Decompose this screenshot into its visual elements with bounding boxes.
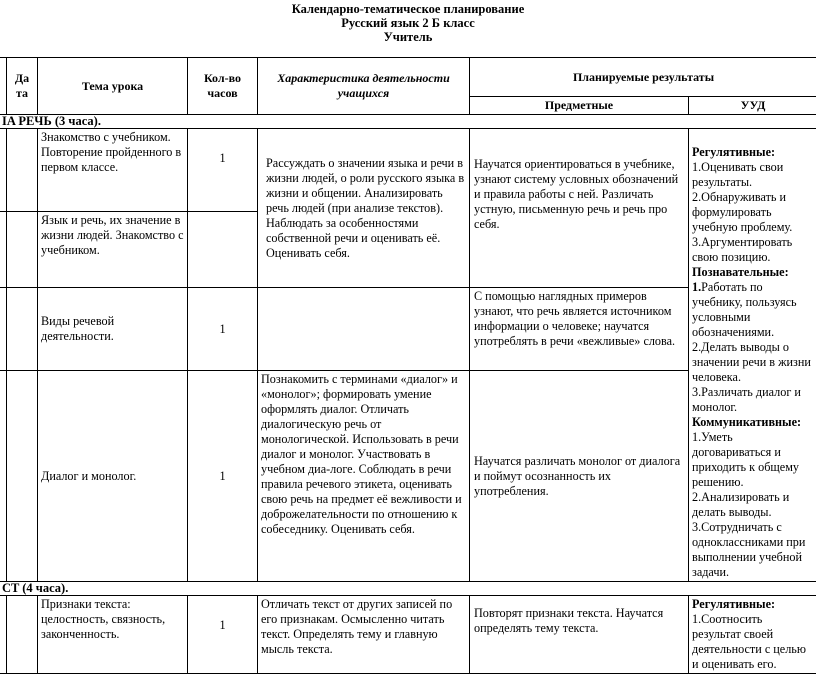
doc-subject: Русский язык 2 Б класс — [0, 16, 816, 31]
header-activity: Характеристика деятельности учащихся — [258, 58, 470, 115]
uud-regulative-heading: Регулятивные: — [692, 597, 814, 612]
uud-item-text: Работать по учебнику, пользуясь условными обозначениями. — [692, 280, 797, 339]
cell-activity: Познакомить с терминами «диалог» и «монолог»; формировать умение оформлять диалог. Отличать диалогическую речь от монологической. Использовать в речи диалог и монолог. Участвовать в учебном диа-логе. Соблюдать в речи правила речевого этикета, оценивать свою речь на предмет её вежливости и доброжелательности по отношению к собеседнику. Оценивать себя. — [258, 371, 470, 582]
header-hours: Кол-во часов — [188, 58, 258, 115]
cell-date — [7, 288, 38, 371]
table-row — [0, 129, 816, 212]
cell-subject-results: Научатся ориентироваться в учебнике, узнают систему условных обозначений и правила работы с ней. Различать устную, письменную речь и речь про себя. — [470, 129, 689, 288]
cell-subject-results: С помощью наглядных примеров узнают, что речь является источником информации о человеке; научатся употреблять в речи «вежливые» слова. — [470, 288, 689, 371]
cell-subject-results: Повторят признаки текста. Научатся определять тему текста. — [470, 596, 689, 674]
planning-table — [0, 57, 816, 674]
cell-activity: Рассуждать о значении языка и речи в жизни людей, о роли русского языка в жизни и общении. Анализировать речь людей (при анализе текстов). Наблюдать за особенностями собственной речи и оценивать её. Оценивать себя. — [258, 129, 470, 288]
uud-item: 3.Сотрудничать с одноклассниками при выполнении учебной задачи. — [692, 520, 814, 580]
uud-item: 1.Уметь договариваться и приходить к общему решению. — [692, 430, 814, 490]
cell-date — [7, 596, 38, 674]
cell-activity — [258, 288, 470, 371]
uud-communicative-heading: Коммуникативные: — [692, 415, 814, 430]
section-row — [0, 115, 816, 129]
uud-item: 2.Делать выводы о значении речи в жизни человека. — [692, 340, 814, 385]
header-date: Да та — [7, 58, 38, 115]
cell-hours — [188, 212, 258, 288]
uud-item: 1.Оценивать свои результаты. — [692, 160, 814, 190]
header-row — [0, 58, 816, 97]
uud-item: 1.Соотносить результат своей деятельности с целью и оценивать его. — [692, 612, 814, 672]
cell-hours: 1 — [188, 288, 258, 371]
table-row — [0, 596, 816, 674]
uud-cognitive-heading: Познавательные: — [692, 265, 814, 280]
section-title: IA РЕЧЬ (3 часа). — [0, 115, 816, 129]
cell-date — [7, 212, 38, 288]
header-topic: Тема урока — [38, 58, 188, 115]
cell-hours: 1 — [188, 371, 258, 582]
cell-date — [7, 129, 38, 212]
cell-uud — [689, 129, 816, 582]
uud-item-number: 1. — [692, 280, 701, 294]
uud-item: 3.Различать диалог и монолог. — [692, 385, 814, 415]
cell-topic: Признаки текста: целостность, связность, законченность. — [38, 596, 188, 674]
uud-item: 2.Обнаруживать и формулировать учебную проблему. — [692, 190, 814, 235]
cell-hours: 1 — [188, 129, 258, 212]
cell-activity: Отличать текст от других записей по его признакам. Осмысленно читать текст. Определять тему и главную мысль текста. — [258, 596, 470, 674]
uud-item: 3.Аргументировать свою позицию. — [692, 235, 814, 265]
section-row — [0, 582, 816, 596]
doc-teacher: Учитель — [0, 30, 816, 45]
section-title: CT (4 часа). — [0, 582, 816, 596]
cell-topic: Виды речевой деятельности. — [38, 288, 188, 371]
uud-item — [692, 280, 814, 340]
cell-hours: 1 — [188, 596, 258, 674]
cell-topic: Язык и речь, их значение в жизни людей. Знакомство с учебником. — [38, 212, 188, 288]
cell-topic: Диалог и монолог. — [38, 371, 188, 582]
cell-uud — [689, 596, 816, 674]
uud-item: 2.Анализировать и делать выводы. — [692, 490, 814, 520]
cell-topic: Знакомство с учебником. Повторение пройденного в первом классе. — [38, 129, 188, 212]
cell-date — [7, 371, 38, 582]
header-uud: УУД — [689, 97, 816, 115]
header-results: Планируемые результаты — [470, 58, 816, 97]
uud-regulative-heading: Регулятивные: — [692, 145, 814, 160]
doc-title: Календарно-тематическое планирование — [0, 2, 816, 17]
cell-subject-results: Научатся различать монолог от диалога и поймут осознанность их употребления. — [470, 371, 689, 582]
header-subject-results: Предметные — [470, 97, 689, 115]
